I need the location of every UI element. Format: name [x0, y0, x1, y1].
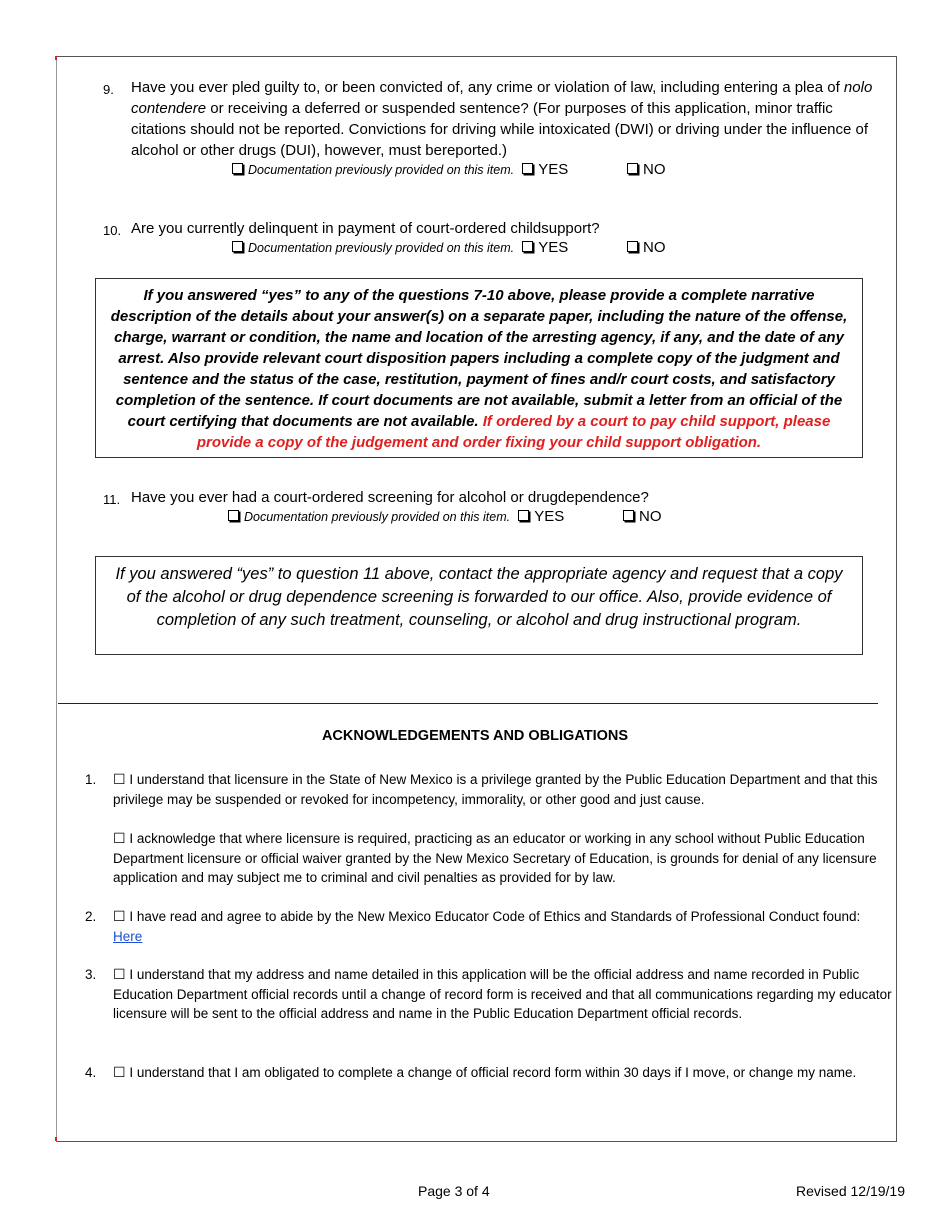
- ack-number: 3.: [85, 967, 97, 982]
- doc-checkbox[interactable]: [228, 510, 239, 521]
- q11-answer-row: [228, 508, 564, 525]
- question-10: [103, 218, 873, 240]
- question-number: 10.: [103, 223, 122, 238]
- ack-checkbox[interactable]: ☐: [113, 1064, 126, 1080]
- code-of-ethics-link[interactable]: Here: [113, 928, 143, 944]
- question-number: 9.: [103, 82, 114, 97]
- yes-label: YES: [538, 239, 569, 256]
- yes-checkbox[interactable]: [522, 241, 533, 252]
- no-checkbox[interactable]: [623, 510, 634, 521]
- page-number: Page 3 of 4: [418, 1183, 490, 1199]
- no-label: NO: [639, 508, 662, 525]
- ack-number: 1.: [85, 772, 97, 787]
- section-divider: [58, 703, 878, 704]
- yes-label: YES: [534, 508, 565, 525]
- instruction-box-q11: [95, 556, 863, 655]
- ack-checkbox[interactable]: ☐: [113, 830, 126, 846]
- q9-answer-row: [232, 161, 568, 178]
- instruction-box-q7-10: [95, 278, 863, 458]
- ack-text: I understand that I am obligated to complete a change of official record form within 30 days if I move, or change my name.: [129, 1065, 857, 1080]
- ack-text: I have read and agree to abide by the New Mexico Educator Code of Ethics and Standards of Professional Conduct found:: [129, 909, 861, 924]
- ack-number: 4.: [85, 1065, 97, 1080]
- doc-label: Documentation previously provided on this item.: [248, 241, 515, 255]
- margin-mark: [55, 56, 57, 60]
- ack-checkbox[interactable]: ☐: [113, 908, 126, 924]
- q11-no: [623, 508, 662, 525]
- no-checkbox[interactable]: [627, 241, 638, 252]
- question-9: [103, 77, 873, 161]
- child-support-instruction: If ordered by a court to pay child support, please provide a copy of the judgement and order fixing your child support obligation.: [196, 413, 831, 451]
- question-number: 11.: [103, 492, 121, 507]
- no-checkbox[interactable]: [627, 163, 638, 174]
- q10-no: [627, 239, 666, 256]
- q9-no: [627, 161, 666, 178]
- doc-label: Documentation previously provided on this item.: [248, 163, 515, 177]
- question-11: [103, 487, 873, 509]
- yes-checkbox[interactable]: [522, 163, 533, 174]
- ack-text: I understand that my address and name detailed in this application will be the official address and name recorded in Public Education Department official records until a change of record form is received and that all communications regarding my educator licensure will be sent to the official address and name in the Public Education Department official records.: [113, 967, 892, 1021]
- question-text: Are you currently delinquent in payment of court-ordered childsupport?: [131, 220, 600, 237]
- doc-label: Documentation previously provided on this item.: [244, 510, 511, 524]
- instruction-text: If you answered “yes” to question 11 above, contact the appropriate agency and request that a copy of the alcohol or drug dependence screening is forwarded to our office. Also, provide evidence of completion of any such treatment, counseling, or alcohol and drug instructional program.: [115, 565, 843, 629]
- ack-text: I understand that licensure in the State of New Mexico is a privilege granted by the Public Education Department and that this privilege may be suspended or revoked for incompetency, immorality, or other good and just cause.: [113, 772, 878, 807]
- question-text: Have you ever pled guilty to, or been convicted of, any crime or violation of law, including entering a plea of nolo contendere or receiving a deferred or suspended sentence? (For purposes of this application, minor traffic citations should not be reported. Convictions for driving while intoxicated (DWI) or driving under the influence of alcohol or other drugs (DUI), however, must bereported.): [131, 79, 873, 159]
- ack-text: I acknowledge that where licensure is required, practicing as an educator or working in any school without Public Education Department licensure or official waiver granted by the New Mexico Secretary of Education, is grounds for denial of any licensure application and may subject me to criminal and civil penalties as provided for by law.: [113, 831, 877, 885]
- question-text: Have you ever had a court-ordered screening for alcohol or drugdependence?: [131, 489, 649, 506]
- q10-answer-row: [232, 239, 568, 256]
- ack-checkbox[interactable]: ☐: [113, 966, 126, 982]
- ack-number: 2.: [85, 909, 97, 924]
- ack-checkbox[interactable]: ☐: [113, 771, 126, 787]
- yes-label: YES: [538, 161, 569, 178]
- revision-date: Revised 12/19/19: [796, 1183, 905, 1199]
- margin-mark: [55, 1137, 57, 1141]
- doc-checkbox[interactable]: [232, 241, 243, 252]
- no-label: NO: [643, 161, 666, 178]
- section-heading: ACKNOWLEDGEMENTS AND OBLIGATIONS: [321, 728, 629, 744]
- doc-checkbox[interactable]: [232, 163, 243, 174]
- instruction-text: If you answered “yes” to any of the questions 7-10 above, please provide a complete narrative description of the details about your answer(s) on a separate paper, including the nature of the offense, charge, warrant or condition, the name and location of the arresting agency, if any, and the date of any arrest. Also provide relevant court disposition papers including a complete copy of the judgment and sentence and the status of the case, restitution, payment of fines and/r court costs, and satisfactory completion of the sentence. If court documents are not available, submit a letter from an official of the court certifying that documents are not available.: [110, 287, 848, 430]
- no-label: NO: [643, 239, 666, 256]
- yes-checkbox[interactable]: [518, 510, 529, 521]
